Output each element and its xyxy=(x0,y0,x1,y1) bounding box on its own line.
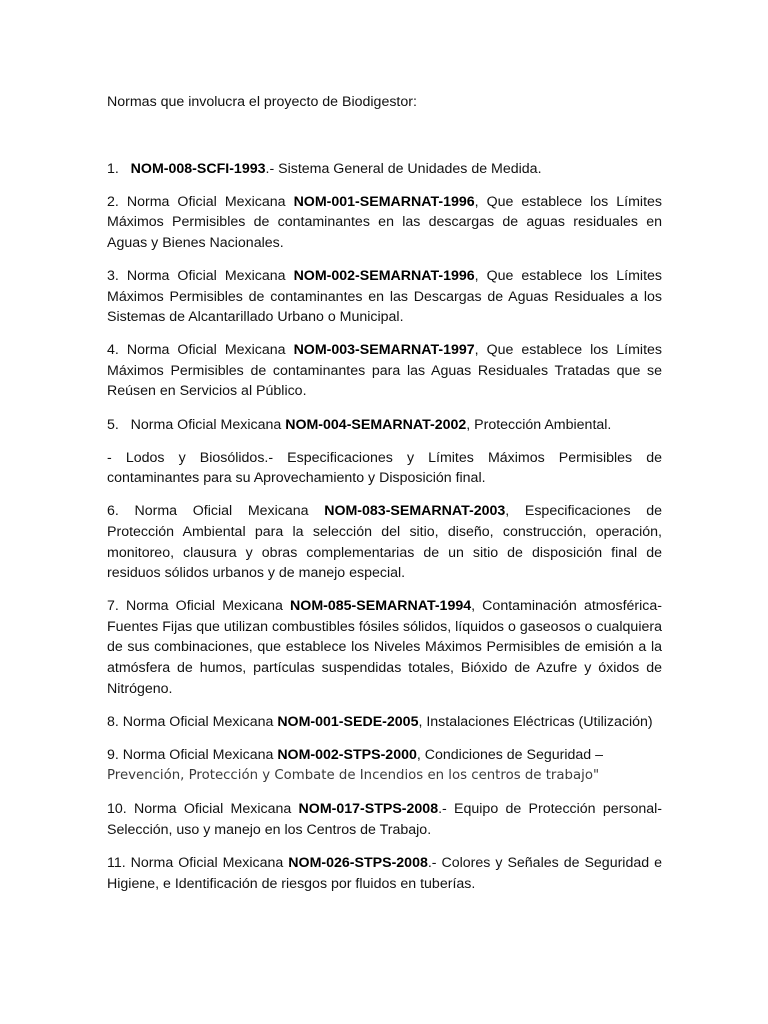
norm-description: , Que establece los Límites Máximos Permisibles de contaminantes en las descargas de aguas residuales en Aguas y Bienes Nacionales. xyxy=(107,193,662,251)
norm-item-6 xyxy=(107,501,662,583)
norm-description: , Que establece los Límites Máximos Permisibles de contaminantes para las Aguas Residuales Tratadas que se Reúsen en Servicios al Público. xyxy=(107,342,662,400)
norm-description: , Protección Ambiental. xyxy=(466,416,612,433)
norm-item-prefix: 9. Norma Oficial Mexicana xyxy=(107,746,278,763)
norm-item-prefix: 11. Norma Oficial Mexicana xyxy=(107,855,289,872)
norm-code: NOM-026-STPS-2008 xyxy=(288,855,428,872)
norm-description: .- Sistema General de Unidades de Medida. xyxy=(265,160,542,177)
norm-code: NOM-002-STPS-2000 xyxy=(277,746,417,763)
norm-code: NOM-083-SEMARNAT-2003 xyxy=(324,503,506,520)
norm-item-prefix: 7. Norma Oficial Mexicana xyxy=(107,598,291,615)
norm-item-prefix: 10. Norma Oficial Mexicana xyxy=(107,801,299,818)
norm-description: , Especificaciones de Protección Ambiental para la selección del sitio, diseño, construcción, operación, monitoreo, clausura y obras complementarias de un sitio de disposición final de residuos sólidos urbanos y de manejo especial. xyxy=(107,503,662,582)
norm-item-3 xyxy=(107,266,662,328)
norm-code: NOM-003-SEMARNAT-1997 xyxy=(293,342,475,359)
norm-item-prefix: 2. Norma Oficial Mexicana xyxy=(107,193,294,210)
norm-code: NOM-002-SEMARNAT-1996 xyxy=(293,267,475,284)
norm-description: .- Colores y Señales de Seguridad e Higiene, e Identificación de riesgos por fluidos en tuberías. xyxy=(107,855,662,892)
norm-description: , Instalaciones Eléctricas (Utilización) xyxy=(418,713,653,730)
norm-code: NOM-001-SEDE-2005 xyxy=(277,713,419,730)
norm-description: - Lodos y Biosólidos.- Especificaciones y Límites Máximos Permisibles de contaminantes para su Aprovechamiento y Disposición final. xyxy=(107,449,662,487)
norm-description: , Contaminación atmosférica- Fuentes Fijas que utilizan combustibles fósiles sólidos, líquidos o gaseosos o cualquiera de sus combinaciones, que establece los Niveles Máximos Permisibles de emisión a la atmósfera de humos, partículas suspendidas totales, Bióxido de Azufre y óxidos de Nitrógeno. xyxy=(107,598,662,697)
norm-item-prefix: 1. xyxy=(107,160,131,177)
norm-item-prefix: 4. Norma Oficial Mexicana xyxy=(107,342,294,359)
norm-item-1 xyxy=(107,159,662,180)
norm-description: , Condiciones de Seguridad – xyxy=(416,746,604,763)
norm-item-5-subitem xyxy=(107,448,662,489)
document-body xyxy=(107,92,662,907)
norm-item-prefix: 6. Norma Oficial Mexicana xyxy=(107,503,325,520)
norm-code: NOM-017-STPS-2008 xyxy=(298,801,439,818)
intro-text: Normas que involucra el proyecto de Biodigestor: xyxy=(107,94,417,110)
norm-item-prefix: 8. Norma Oficial Mexicana xyxy=(107,713,278,730)
norm-item-4 xyxy=(107,340,662,402)
norm-description-continued: Prevención, Protección y Combate de Incendios en los centros de trabajo" xyxy=(107,768,600,784)
norm-item-prefix: 3. Norma Oficial Mexicana xyxy=(107,267,294,284)
norm-item-7 xyxy=(107,596,662,699)
norm-description: .- Equipo de Protección personal- Selección, uso y manejo en los Centros de Trabajo. xyxy=(107,801,662,839)
norm-item-11 xyxy=(107,853,662,894)
norm-item-8 xyxy=(107,712,662,733)
norm-code: NOM-001-SEMARNAT-1996 xyxy=(293,193,475,210)
norm-item-9 xyxy=(107,745,662,787)
norm-item-2 xyxy=(107,192,662,254)
norm-description: , Que establece los Límites Máximos Permisibles de contaminantes en las Descargas de Aguas Residuales a los Sistemas de Alcantarillado Urbano o Municipal. xyxy=(107,267,662,326)
norm-code: NOM-004-SEMARNAT-2002 xyxy=(285,416,467,433)
norm-item-10 xyxy=(107,799,662,840)
norm-item-prefix: 5. Norma Oficial Mexicana xyxy=(107,416,286,433)
norm-code: NOM-085-SEMARNAT-1994 xyxy=(290,598,472,615)
norm-code: NOM-008-SCFI-1993 xyxy=(130,160,266,177)
norm-item-5 xyxy=(107,415,662,436)
